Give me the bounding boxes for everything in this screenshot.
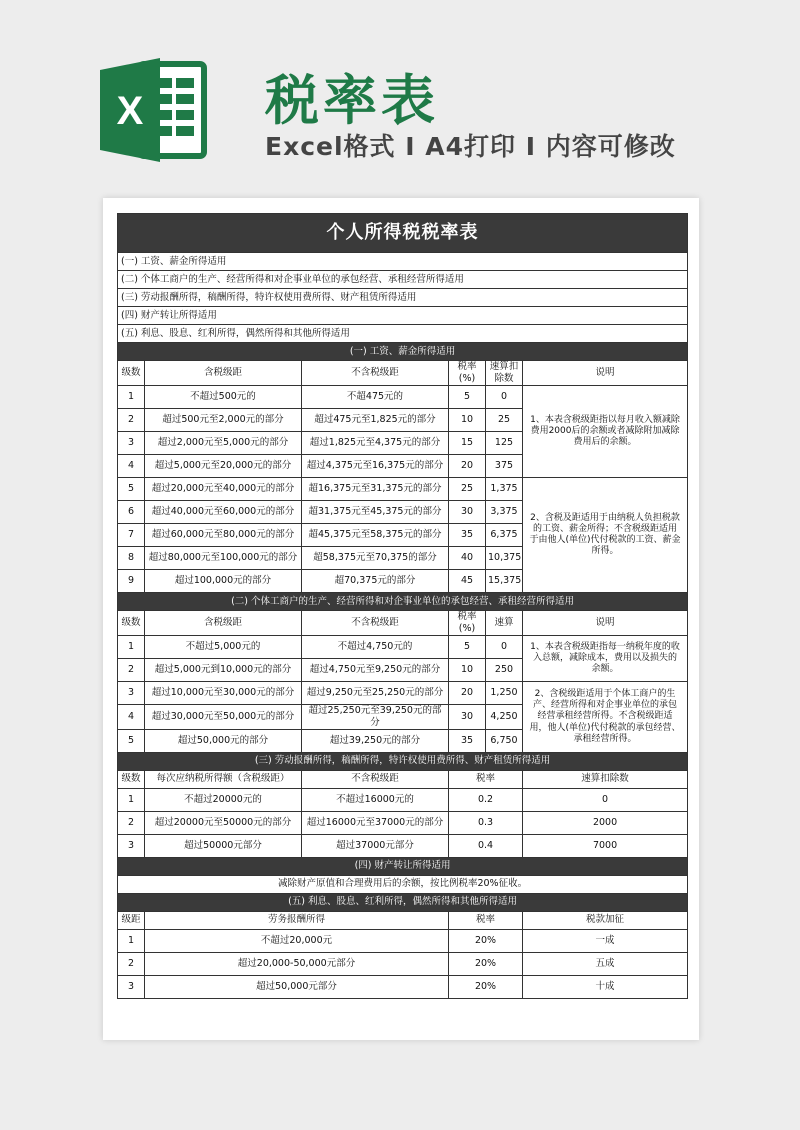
table-cell: 8	[118, 547, 145, 570]
table-cell: 超过5,000元到10,000元的部分	[145, 659, 302, 682]
table-cell: 3	[118, 975, 145, 998]
table-cell: 0	[486, 386, 523, 409]
section-title: (四) 财产转让所得适用	[118, 857, 688, 875]
table-cell: 1,375	[486, 478, 523, 501]
table-cell: 20%	[449, 929, 523, 952]
table-cell: 超过16000元至37000元的部分	[302, 811, 449, 834]
table-cell: 1	[118, 636, 145, 659]
table-cell: 4,250	[486, 705, 523, 730]
table-row	[118, 788, 688, 811]
table-cell: 超45,375元至58,375元的部分	[302, 524, 449, 547]
table-cell: 4	[118, 455, 145, 478]
table-cell: 10	[449, 409, 486, 432]
table-cell: 3	[118, 834, 145, 857]
column-header: 税率	[449, 770, 523, 788]
table-cell: 3	[118, 682, 145, 705]
section-text: 减除财产原值和合理费用后的余额，按比例税率20%征收。	[118, 875, 688, 893]
column-header: 说明	[523, 611, 688, 636]
table-cell: 15,375	[486, 570, 523, 593]
table-cell: 超过50,000元的部分	[145, 729, 302, 752]
table-cell: 20	[449, 455, 486, 478]
section-title: (一) 工资、薪金所得适用	[118, 343, 688, 361]
table-cell: 2	[118, 811, 145, 834]
category-item: (二) 个体工商户的生产、经营所得和对企事业单位的承包经营、承租经营所得适用	[118, 271, 688, 289]
column-header: 不含税级距	[302, 770, 449, 788]
table-cell: 125	[486, 432, 523, 455]
table-cell: 25	[486, 409, 523, 432]
table-cell: 不超过500元的	[145, 386, 302, 409]
table-cell: 0	[486, 636, 523, 659]
table-cell: 30	[449, 501, 486, 524]
column-header: 每次应纳税所得额（含税级距）	[145, 770, 302, 788]
table-row	[118, 834, 688, 857]
table-cell: 不超过16000元的	[302, 788, 449, 811]
column-header: 税率(%)	[449, 611, 486, 636]
table-cell: 20%	[449, 952, 523, 975]
table-cell: 30	[449, 705, 486, 730]
table-cell: 超过475元至1,825元的部分	[302, 409, 449, 432]
table-cell: 5	[449, 386, 486, 409]
column-header: 级数	[118, 611, 145, 636]
category-item: (四) 财产转让所得适用	[118, 307, 688, 325]
column-header: 速算扣除数	[523, 770, 688, 788]
section-title: (五) 利息、股息、红利所得，偶然所得和其他所得适用	[118, 893, 688, 911]
table-cell: 250	[486, 659, 523, 682]
table-cell: 7	[118, 524, 145, 547]
note-cell: 2、含税及距适用于由纳税人负担税款的工资、薪金所得；不含税级距适用于由他人(单位)代付税款的工资、薪金所得。	[523, 478, 688, 593]
table-cell: 1,250	[486, 682, 523, 705]
table-cell: 超过30,000元至50,000元的部分	[145, 705, 302, 730]
table-cell: 2	[118, 409, 145, 432]
table-cell: 超过1,825元至4,375元的部分	[302, 432, 449, 455]
table-cell: 1	[118, 929, 145, 952]
column-header: 速算扣除数	[486, 361, 523, 386]
page-header	[0, 0, 800, 195]
table-cell: 超过4,750元至9,250元的部分	[302, 659, 449, 682]
table-cell: 3	[118, 432, 145, 455]
table-cell: 超70,375元的部分	[302, 570, 449, 593]
table-cell: 超过5,000元至20,000元的部分	[145, 455, 302, 478]
table-cell: 2000	[523, 811, 688, 834]
table-cell: 15	[449, 432, 486, 455]
table-cell: 超过2,000元至5,000元的部分	[145, 432, 302, 455]
table-cell: 超过20000元至50000元的部分	[145, 811, 302, 834]
table-cell: 9	[118, 570, 145, 593]
spreadsheet-sheet	[103, 198, 699, 1040]
table-cell: 超过100,000元的部分	[145, 570, 302, 593]
table-cell: 35	[449, 729, 486, 752]
table-cell: 0.3	[449, 811, 523, 834]
column-header: 级距	[118, 911, 145, 929]
table-cell: 超过10,000元至30,000元的部分	[145, 682, 302, 705]
tax-rate-table	[117, 213, 688, 999]
table-cell: 超过50,000元部分	[145, 975, 449, 998]
table-cell: 1	[118, 386, 145, 409]
page-subtitle: Excel格式 I A4打印 I 内容可修改	[265, 132, 676, 161]
table-cell: 十成	[523, 975, 688, 998]
table-cell: 3,375	[486, 501, 523, 524]
table-row	[118, 975, 688, 998]
table-cell: 2	[118, 659, 145, 682]
category-item: (三) 劳动报酬所得，稿酬所得，特许权使用费所得、财产租赁所得适用	[118, 289, 688, 307]
excel-logo-icon	[100, 58, 208, 162]
table-cell: 不超过5,000元的	[145, 636, 302, 659]
table-cell: 五成	[523, 952, 688, 975]
table-cell: 不超过4,750元的	[302, 636, 449, 659]
table-cell: 45	[449, 570, 486, 593]
table-cell: 10,375	[486, 547, 523, 570]
section-title: (二) 个体工商户的生产、经营所得和对企事业单位的承包经营、承租经营所得适用	[118, 593, 688, 611]
column-header: 含税级距	[145, 361, 302, 386]
table-cell: 超58,375元至70,375的部分	[302, 547, 449, 570]
column-header: 税率	[449, 911, 523, 929]
table-cell: 超过39,250元的部分	[302, 729, 449, 752]
table-cell: 2	[118, 952, 145, 975]
table-cell: 1	[118, 788, 145, 811]
section-title: (三) 劳动报酬所得，稿酬所得，特许权使用费所得、财产租赁所得适用	[118, 752, 688, 770]
table-cell: 超过20,000元至40,000元的部分	[145, 478, 302, 501]
table-cell: 10	[449, 659, 486, 682]
table-cell: 20	[449, 682, 486, 705]
column-header: 级数	[118, 361, 145, 386]
table-cell: 6,750	[486, 729, 523, 752]
table-cell: 超过50000元部分	[145, 834, 302, 857]
table-cell: 6	[118, 501, 145, 524]
table-cell: 不超过20,000元	[145, 929, 449, 952]
column-header: 级数	[118, 770, 145, 788]
table-cell: 超16,375元至31,375元的部分	[302, 478, 449, 501]
column-header: 不含税级距	[302, 361, 449, 386]
table-cell: 超过40,000元至60,000元的部分	[145, 501, 302, 524]
table-cell: 超过4,375元至16,375元的部分	[302, 455, 449, 478]
column-header: 含税级距	[145, 611, 302, 636]
table-cell: 0	[523, 788, 688, 811]
table-cell: 40	[449, 547, 486, 570]
table-cell: 一成	[523, 929, 688, 952]
main-title: 个人所得税税率表	[118, 214, 688, 253]
table-row	[118, 929, 688, 952]
table-row	[118, 478, 688, 501]
table-cell: 5	[118, 729, 145, 752]
table-cell: 超过80,000元至100,000元的部分	[145, 547, 302, 570]
table-cell: 超过37000元部分	[302, 834, 449, 857]
table-row	[118, 811, 688, 834]
category-item: (一) 工资、薪金所得适用	[118, 253, 688, 271]
note-cell: 2、含税级距适用于个体工商户的生产、经营所得和对企事业单位的承包经营承租经营所得。不含税级距适用，他人(单位)代付税款的承包经营、承租经营所得。	[523, 682, 688, 753]
note-cell: 1、本表含税级距指以每月收入额减除费用2000后的余额或者减除附加减除费用后的余额。	[523, 386, 688, 478]
table-row	[118, 952, 688, 975]
table-cell: 35	[449, 524, 486, 547]
table-cell: 4	[118, 705, 145, 730]
table-cell: 超过60,000元至80,000元的部分	[145, 524, 302, 547]
table-row	[118, 682, 688, 705]
table-cell: 超过500元至2,000元的部分	[145, 409, 302, 432]
table-cell: 超过25,250元至39,250元的部分	[302, 705, 449, 730]
table-cell: 375	[486, 455, 523, 478]
page-title: 税率表	[265, 69, 439, 132]
column-header: 劳务报酬所得	[145, 911, 449, 929]
column-header: 税率(%)	[449, 361, 486, 386]
column-header: 速算	[486, 611, 523, 636]
table-cell: 超过20,000-50,000元部分	[145, 952, 449, 975]
category-item: (五) 利息、股息、红利所得，偶然所得和其他所得适用	[118, 325, 688, 343]
table-cell: 超31,375元至45,375元的部分	[302, 501, 449, 524]
table-cell: 超过9,250元至25,250元的部分	[302, 682, 449, 705]
table-cell: 不超过20000元的	[145, 788, 302, 811]
table-row	[118, 386, 688, 409]
table-cell: 0.2	[449, 788, 523, 811]
table-cell: 不超475元的	[302, 386, 449, 409]
table-row	[118, 636, 688, 659]
note-cell: 1、本表含税级距指每一纳税年度的收入总额，减除成本，费用以及损失的余额。	[523, 636, 688, 682]
svg-text:X: X	[116, 89, 144, 133]
table-cell: 7000	[523, 834, 688, 857]
table-cell: 0.4	[449, 834, 523, 857]
table-cell: 5	[449, 636, 486, 659]
column-header: 不含税级距	[302, 611, 449, 636]
column-header: 说明	[523, 361, 688, 386]
table-cell: 6,375	[486, 524, 523, 547]
table-cell: 25	[449, 478, 486, 501]
column-header: 税款加征	[523, 911, 688, 929]
table-cell: 5	[118, 478, 145, 501]
table-cell: 20%	[449, 975, 523, 998]
